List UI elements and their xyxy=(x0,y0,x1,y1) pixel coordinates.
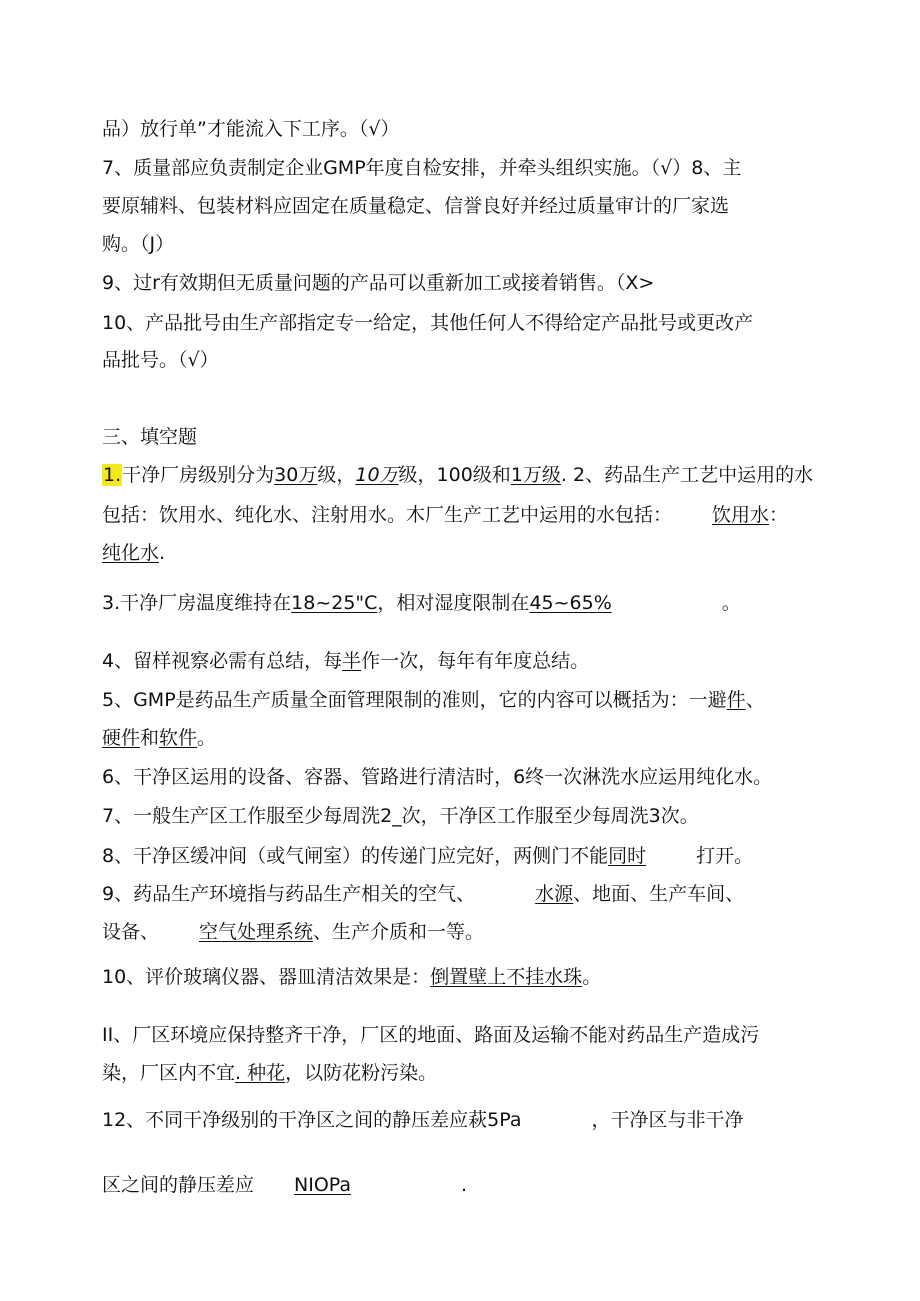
q4-answer-1: 半 xyxy=(342,650,362,672)
q2-answer-1: 饮用水 xyxy=(712,504,770,526)
q5-text-1: 5、GMP是药品生产质量全面管理限制的准则，它的内容可以概括为：一避 xyxy=(102,689,727,711)
q1-text-4: . 2、药品生产工艺中运用的水 xyxy=(560,464,814,486)
q5-text-3: 和 xyxy=(140,727,160,749)
text-line-6: 10、产品批号由生产部指定专一给定，其他任何人不得给定产品批号或更改产 xyxy=(102,312,754,334)
question-11-line-1: II、厂区环境应保持整齐干净，厂区的地面、路面及运输不能对药品生产造成污 xyxy=(102,1024,760,1046)
q2-answer-2: 纯化水 xyxy=(102,542,160,564)
q1-text-1: 干净厂房级别分为 xyxy=(122,464,275,486)
q11-text-2: 染，厂区内不宜 xyxy=(102,1062,236,1084)
question-2-line-3 xyxy=(102,540,862,566)
section-title: 三、填空题 xyxy=(102,426,198,448)
question-12-line-1 xyxy=(102,1107,862,1133)
text-line-7: 品批号。（√） xyxy=(102,349,219,371)
question-1-line-1 xyxy=(102,462,862,488)
question-9-line-2 xyxy=(102,919,862,945)
question-6: 6、干净区运用的设备、容器、管路进行清洁时，6终一次淋洗水应运用纯化水。 xyxy=(102,766,773,788)
q3-text-2: ，相对湿度限制在 xyxy=(377,592,530,614)
q3-text-1: 3.干净厂房温度维持在 xyxy=(102,592,292,614)
q12-text-3: 区之间的静压差应 xyxy=(102,1174,255,1196)
q12-text-4: . xyxy=(461,1174,468,1196)
q5-answer-1: 件 xyxy=(726,689,746,711)
text-line-3: 要原辅料、包装材料应固定在质量稳定、信誉良好并经过质量审计的厂家选 xyxy=(102,195,730,217)
q4-text-1: 4、留样视察必需有总结，每 xyxy=(102,650,343,672)
q3-answer-2: 45~65% xyxy=(529,592,612,614)
q2-text: 包括：饮用水、纯化水、注射用水。木厂生产工艺中运用的水包括： xyxy=(102,504,673,526)
question-3 xyxy=(102,590,862,616)
q1-answer-1: 30万 xyxy=(274,464,318,486)
question-10 xyxy=(102,964,862,990)
question-12-line-2 xyxy=(102,1172,862,1198)
q11-answer-1: . 种花 xyxy=(235,1062,286,1084)
q9-text-3: 设备、 xyxy=(102,921,160,943)
q9-answer-2: 空气处理系统 xyxy=(199,921,314,943)
q4-text-2: 作一次，每年有年度总结。 xyxy=(361,650,590,672)
q8-answer-1: 同时 xyxy=(608,845,647,867)
question-11-line-2 xyxy=(102,1060,862,1086)
q1-answer-2: 10万 xyxy=(355,464,399,486)
q5-answer-2: 硬件 xyxy=(102,727,141,749)
text-line-5: 9、过r有效期但无质量问题的产品可以重新加工或接着销售。（X> xyxy=(102,272,655,294)
q5-answer-3: 软件 xyxy=(159,727,198,749)
q3-answer-1: 18~25"C xyxy=(291,592,378,614)
question-5-line-2 xyxy=(102,725,862,751)
q10-text-1: 10、评价玻璃仪器、器皿清洁效果是： xyxy=(102,966,431,988)
q8-text-2: 打开。 xyxy=(696,845,754,867)
q5-text-4: 。 xyxy=(197,727,217,749)
q9-answer-1: 水源 xyxy=(535,883,574,905)
q9-text-1: 9、药品生产环境指与药品生产相关的空气、 xyxy=(102,883,476,905)
q10-text-2: 。 xyxy=(582,966,602,988)
q5-text-2: 、 xyxy=(745,689,765,711)
question-7: 7、一般生产区工作服至少每周洗2_次，干净区工作服至少每周洗3次。 xyxy=(102,805,699,827)
q2-text-2: ： xyxy=(769,504,789,526)
q8-text-1: 8、干净区缓冲间（或气闸室）的传递门应完好，两侧门不能 xyxy=(102,845,609,867)
question-4 xyxy=(102,648,862,674)
highlight-mark: 1. xyxy=(103,464,122,486)
q1-text-2: 级， xyxy=(317,464,356,486)
q9-text-4: 、生产介质和一等。 xyxy=(313,921,485,943)
text-line-4: 购。（J） xyxy=(102,233,175,255)
text-line-1: 品）放行单”才能流入下工序。（√） xyxy=(102,118,400,140)
question-8 xyxy=(102,843,862,869)
q11-text-3: ，以防花粉污染。 xyxy=(285,1062,438,1084)
q12-text-2: ，干净区与非干净 xyxy=(591,1109,744,1131)
q12-answer-1: NIOPa xyxy=(294,1174,352,1196)
question-5-line-1 xyxy=(102,687,862,713)
q9-text-2: 、地面、生产车间、 xyxy=(573,883,745,905)
question-9-line-1 xyxy=(102,881,862,907)
q1-text-3: 级，100级和 xyxy=(398,464,511,486)
q1-answer-3: 1万级 xyxy=(510,464,561,486)
q12-text-1: 12、不同干净级别的干净区之间的静压差应萩5Pa xyxy=(102,1109,522,1131)
text-line-2: 7、质量部应负责制定企业GMP年度自检安排，并牵头组织实施。（√）8、主 xyxy=(102,157,742,179)
q3-text-3: 。 xyxy=(721,592,741,614)
question-2-line-2 xyxy=(102,502,862,528)
q2-text-3: . xyxy=(159,542,166,564)
q10-answer-1: 倒置壁上不挂水珠 xyxy=(430,966,583,988)
